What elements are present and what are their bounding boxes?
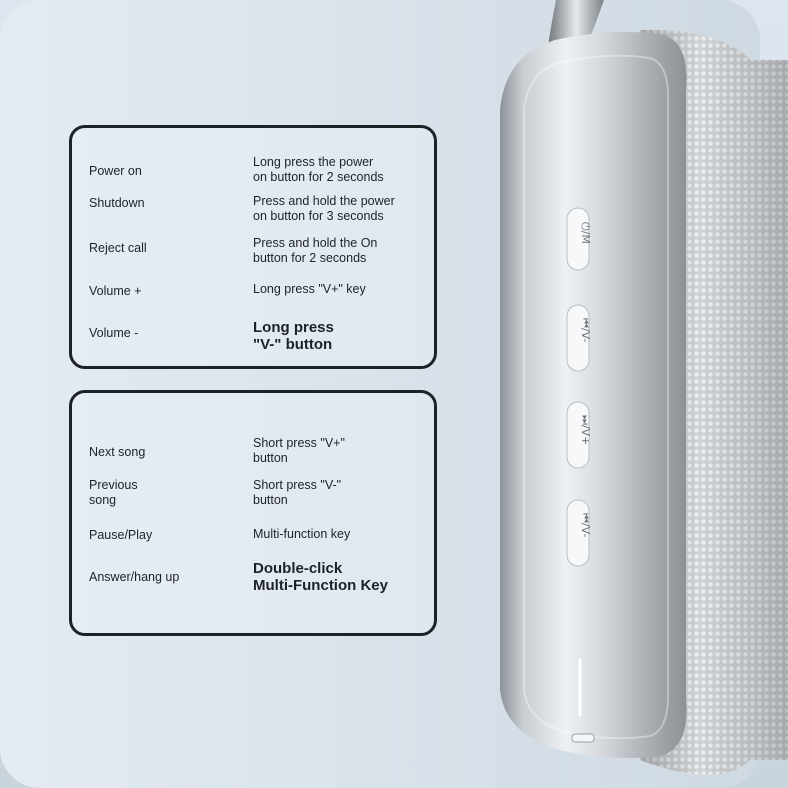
row-label: Volume +: [89, 284, 142, 298]
row-description: Press and hold the power on button for 3 seconds: [253, 194, 395, 223]
row-description: Short press "V-" button: [253, 478, 342, 507]
row-description: Long press "V-" button: [253, 319, 334, 353]
row-label: Pause/Play: [89, 528, 153, 542]
row-label: Reject call: [89, 241, 147, 255]
power-mode-icon: ⏻/M: [579, 222, 592, 244]
row-label: Shutdown: [89, 196, 145, 210]
row-description: Double-click Multi-Function Key: [253, 560, 388, 594]
row-label: Volume -: [89, 326, 139, 340]
row-label: Previous song: [89, 478, 138, 507]
row-description: Long press "V+" key: [253, 282, 366, 296]
row-description: Short press "V+" button: [253, 436, 345, 465]
ear-shell: [500, 32, 686, 758]
row-description: Multi-function key: [253, 527, 351, 541]
charging-port: [572, 734, 594, 742]
volume-down-icon: ⏮/V-: [579, 513, 592, 538]
row-label: Next song: [89, 445, 146, 459]
row-label: Power on: [89, 164, 142, 178]
volume-up-icon: ⏭/V+: [579, 415, 592, 446]
power-controls-card: [69, 125, 437, 369]
previous-track-icon: ⏮/V-: [579, 318, 592, 343]
row-label: Answer/hang up: [89, 570, 180, 584]
row-description: Long press the power on button for 2 seconds: [253, 155, 384, 184]
row-description: Press and hold the On button for 2 seconds: [253, 236, 378, 265]
media-controls-card: [69, 390, 437, 636]
